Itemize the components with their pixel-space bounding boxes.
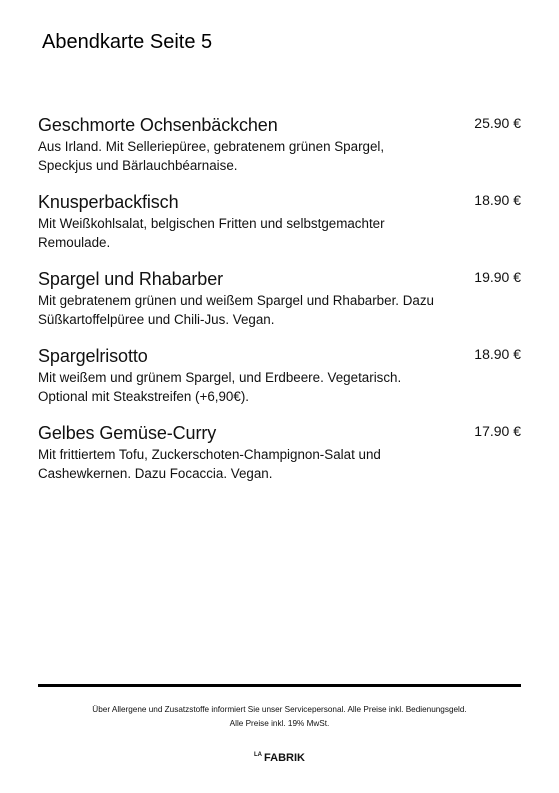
dish-title: Geschmorte Ochsenbäckchen [38,115,278,135]
menu-item [38,268,521,329]
dish-title: Spargel und Rhabarber [38,269,224,289]
dish-title: Gelbes Gemüse-Curry [38,423,217,443]
dish-price: 25.90 € [474,115,521,131]
footer-line-allergens: Über Allergene und Zusatzstoffe informiert Sie unser Servicepersonal. Alle Preise inkl. Bedienungsgeld. [92,705,467,714]
dish-price: 18.90 € [474,346,521,362]
brand-logo-prefix: LA [254,752,263,758]
footer-note [38,703,521,731]
dish-title: Knusperbackfisch [38,192,179,212]
footer-line-vat: Alle Preise inkl. 19% MwSt. [229,719,330,728]
dish-description: Aus Irland. Mit Selleriepüree, gebratenem grünen Spargel, Speckjus und Bärlauchbéarnaise. [38,139,385,173]
dish-description: Mit weißem und grünem Spargel, und Erdbeere. Vegetarisch. Optional mit Steakstreifen (+6,90€). [38,370,402,404]
page-heading: Abendkarte Seite 5 [42,31,213,53]
menu-item [38,114,521,175]
brand-logo-name: FABRIK [264,752,305,764]
dish-description: Mit gebratenem grünen und weißem Spargel und Rhabarber. Dazu Süßkartoffelpüree und Chili-Jus. Vegan. [38,293,434,327]
dish-price: 18.90 € [474,192,521,208]
dish-price: 17.90 € [474,423,521,439]
dish-description: Mit Weißkohlsalat, belgischen Fritten und selbstgemachter Remoulade. [38,216,385,250]
footer-divider [38,684,521,687]
menu-item [38,422,521,483]
dish-title: Spargelrisotto [38,346,148,366]
menu-list [38,114,521,499]
brand-logo [0,752,559,764]
dish-price: 19.90 € [474,269,521,285]
menu-item [38,191,521,252]
dish-description: Mit frittiertem Tofu, Zuckerschoten-Champignon-Salat und Cashewkernen. Dazu Focaccia. Vegan. [38,447,381,481]
menu-item [38,345,521,406]
